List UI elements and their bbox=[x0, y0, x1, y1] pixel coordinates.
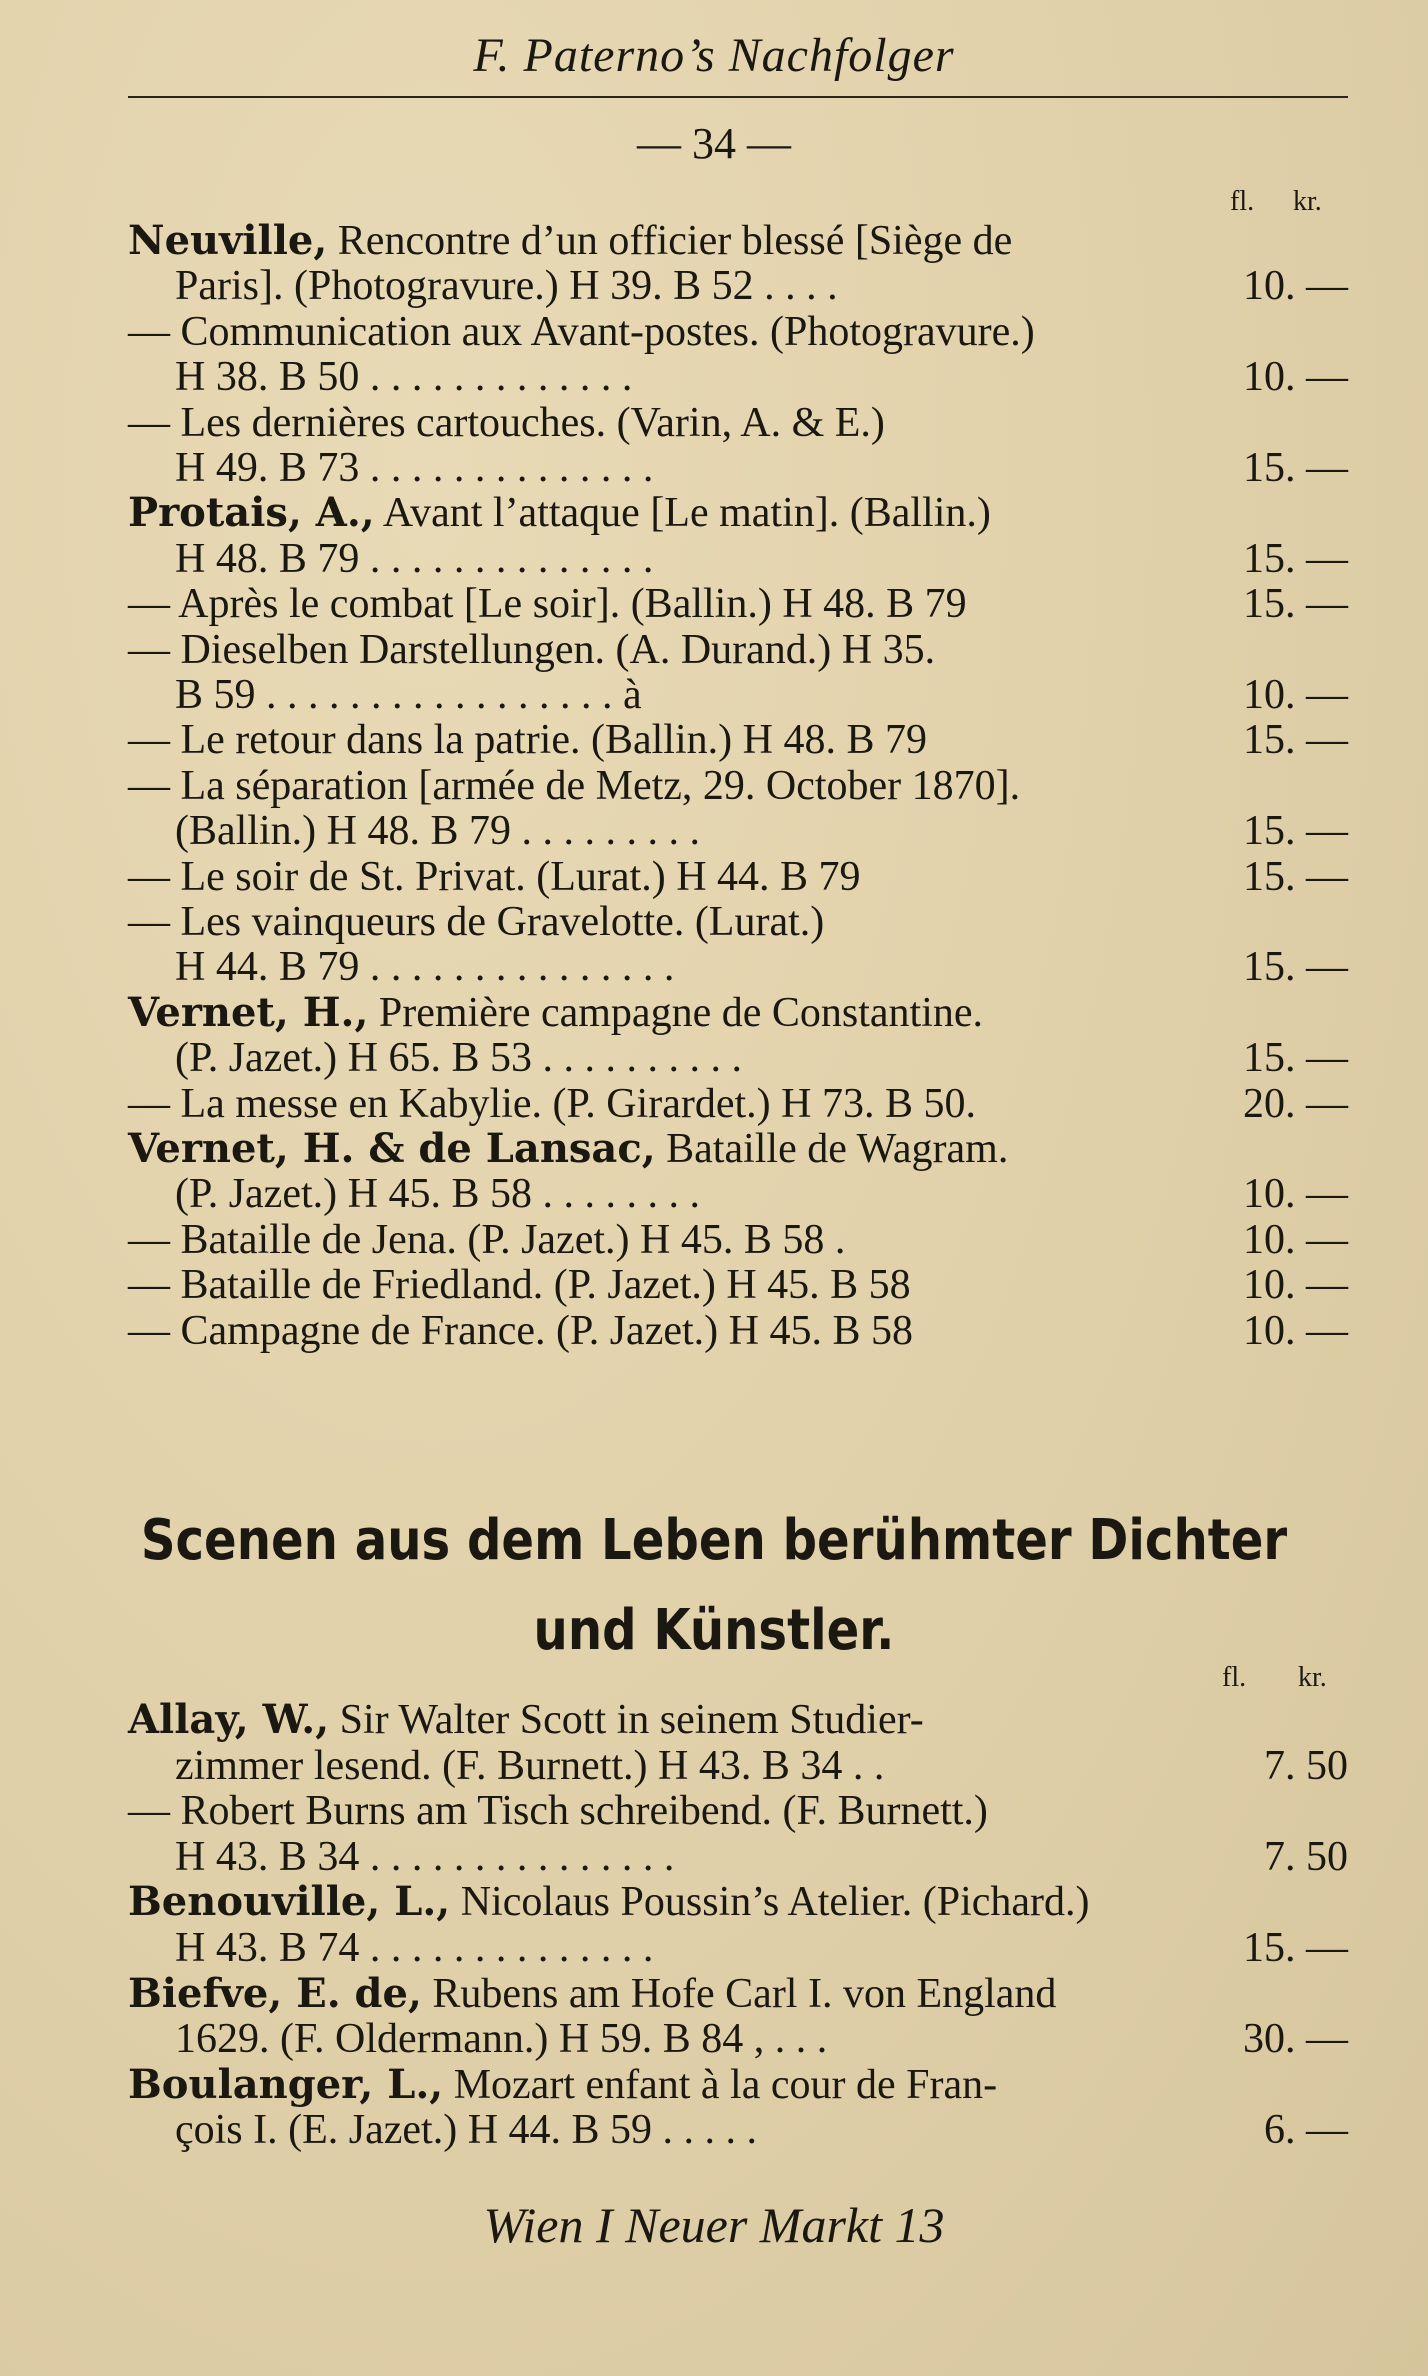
entry-price: 15. — bbox=[1243, 944, 1348, 991]
entry-description: — Le soir de St. Privat. (Lurat.) H 44. B 79 bbox=[128, 853, 861, 900]
artist-name: Neuville, bbox=[128, 217, 328, 264]
entry-description: H 43. B 34 . . . . . . . . . . . . . . . bbox=[175, 1833, 675, 1880]
entry-price: 15. — bbox=[1243, 445, 1348, 491]
entry-description: — Campagne de France. (P. Jazet.) H 45. B 58 bbox=[128, 1307, 913, 1354]
catalog-line bbox=[128, 308, 1348, 356]
catalog-line bbox=[128, 1970, 1348, 2018]
entry-text bbox=[128, 489, 991, 537]
entry-price: 10. — bbox=[1243, 1216, 1348, 1263]
catalog-line bbox=[128, 489, 1348, 537]
entry-text bbox=[175, 671, 642, 719]
catalog-line bbox=[128, 1924, 1348, 1972]
entry-description: (P. Jazet.) H 45. B 58 . . . . . . . . bbox=[175, 1171, 700, 1218]
entry-description: — La séparation [armée de Metz, 29. October 1870]. bbox=[128, 762, 1021, 809]
page-header: F. Paterno’s Nachfolger bbox=[473, 29, 955, 82]
catalog-line bbox=[128, 1125, 1348, 1173]
entry-text bbox=[175, 535, 653, 583]
entry-description: (Ballin.) H 48. B 79 . . . . . . . . . bbox=[175, 808, 700, 855]
catalog-line bbox=[128, 1216, 1348, 1264]
entry-text bbox=[128, 626, 935, 674]
catalog-line bbox=[128, 1170, 1348, 1218]
catalog-line bbox=[128, 1307, 1348, 1355]
entry-description: Mozart enfant à la cour de Fran- bbox=[443, 2061, 998, 2108]
entry-description: H 43. B 74 . . . . . . . . . . . . . . bbox=[175, 1925, 654, 1971]
catalog-line bbox=[128, 1878, 1348, 1926]
entry-price: 20. — bbox=[1243, 1080, 1348, 1127]
catalog-line bbox=[128, 444, 1348, 492]
entry-price: 15. — bbox=[1243, 535, 1348, 582]
entry-description: çois I. (E. Jazet.) H 44. B 59 . . . . . bbox=[175, 2107, 758, 2154]
entry-text bbox=[128, 308, 1035, 356]
catalog-line bbox=[128, 626, 1348, 674]
entry-price: 15. — bbox=[1243, 853, 1348, 900]
entry-price: 10. — bbox=[1243, 1307, 1348, 1354]
entry-text bbox=[175, 1833, 674, 1881]
entry-price: 15. — bbox=[1243, 1035, 1348, 1082]
entry-text bbox=[128, 1125, 1008, 1173]
catalog-line bbox=[128, 2015, 1348, 2063]
entry-text bbox=[128, 762, 1020, 810]
entry-text bbox=[128, 898, 824, 946]
entry-text bbox=[175, 2015, 827, 2063]
entry-text bbox=[128, 580, 967, 628]
entry-text bbox=[175, 943, 674, 991]
catalog-line bbox=[128, 762, 1348, 810]
catalog-line bbox=[128, 943, 1348, 991]
artist-name: Vernet, H. & de Lansac, bbox=[128, 1125, 656, 1172]
catalog-line bbox=[128, 2106, 1348, 2154]
entry-text bbox=[128, 1787, 988, 1835]
entry-description: — La messe en Kabylie. (P. Girardet.) H 73. B 50. bbox=[128, 1080, 976, 1127]
entry-price: 30. — bbox=[1243, 2016, 1348, 2063]
entry-text bbox=[175, 1034, 742, 1082]
entry-price: 10. — bbox=[1243, 1262, 1348, 1309]
entry-text bbox=[175, 1170, 700, 1218]
artist-name: Benouville, L., bbox=[128, 1878, 451, 1926]
entry-description: Nicolaus Poussin’s Atelier. (Pichard.) bbox=[450, 1879, 1090, 1926]
entry-price: 15. — bbox=[1243, 717, 1348, 764]
column-header-fl-2: fl. bbox=[1222, 1662, 1247, 1693]
header-rule bbox=[128, 96, 1348, 98]
entry-description: — Dieselben Darstellungen. (A. Durand.) H 35. bbox=[128, 626, 936, 673]
entry-text bbox=[175, 353, 632, 401]
entry-text bbox=[175, 444, 653, 492]
entry-price: 10. — bbox=[1243, 672, 1348, 718]
entry-price: 15. — bbox=[1243, 581, 1348, 628]
entry-description: 1629. (F. Oldermann.) H 59. B 84 , . . . bbox=[175, 2016, 828, 2063]
entry-text bbox=[128, 716, 927, 764]
catalog-line bbox=[128, 807, 1348, 855]
entry-description: — Bataille de Jena. (P. Jazet.) H 45. B 58 . bbox=[128, 1216, 846, 1263]
artist-name: Biefve, E. de, bbox=[128, 1969, 422, 2017]
entry-price: 10. — bbox=[1243, 354, 1348, 401]
entry-text bbox=[128, 853, 861, 901]
entry-text bbox=[175, 2106, 757, 2154]
entry-description: Rencontre d’un officier blessé [Siège de bbox=[327, 218, 1013, 264]
catalog-line bbox=[128, 353, 1348, 401]
entry-description: Sir Walter Scott in seinem Studier- bbox=[329, 1697, 924, 1743]
entry-description: (P. Jazet.) H 65. B 53 . . . . . . . . . . bbox=[175, 1035, 742, 1082]
entry-description: H 38. B 50 . . . . . . . . . . . . . bbox=[175, 354, 633, 401]
catalog-line bbox=[128, 399, 1348, 447]
catalog-line bbox=[128, 580, 1348, 628]
catalog-line bbox=[128, 716, 1348, 764]
entry-text bbox=[128, 2061, 997, 2109]
entry-text bbox=[128, 1216, 845, 1264]
entry-description: Première campagne de Constantine. bbox=[368, 989, 984, 1036]
column-header-kr-2: kr. bbox=[1298, 1662, 1327, 1693]
entry-description: B 59 . . . . . . . . . . . . . . . . . à bbox=[175, 672, 642, 718]
column-header-fl: fl. bbox=[1230, 186, 1255, 217]
entry-text bbox=[175, 1924, 653, 1972]
entry-price: 10. — bbox=[1243, 263, 1348, 310]
entry-price: 10. — bbox=[1243, 1171, 1348, 1218]
entry-text bbox=[128, 1878, 1090, 1926]
page-number: — 34 — bbox=[637, 119, 791, 168]
entry-text bbox=[128, 1080, 976, 1128]
entry-description: Rubens am Hofe Carl I. von England bbox=[421, 1970, 1057, 2017]
catalog-line bbox=[128, 1261, 1348, 1309]
entry-description: — Le retour dans la patrie. (Ballin.) H 48. B 79 bbox=[128, 717, 927, 764]
entry-text bbox=[128, 1970, 1056, 2018]
entry-text bbox=[175, 1742, 884, 1790]
entry-text bbox=[128, 1261, 911, 1309]
catalog-line bbox=[128, 898, 1348, 946]
catalog-line bbox=[128, 2061, 1348, 2109]
entry-description: — Les vainqueurs de Gravelotte. (Lurat.) bbox=[128, 899, 825, 945]
artist-name: Allay, W., bbox=[128, 1696, 330, 1743]
entry-text bbox=[175, 262, 838, 310]
entry-price: 15. — bbox=[1243, 1925, 1348, 1971]
entry-text bbox=[175, 807, 700, 855]
entry-description: Bataille de Wagram. bbox=[655, 1126, 1009, 1172]
catalog-line bbox=[128, 1696, 1348, 1744]
entry-text bbox=[128, 1696, 924, 1744]
catalog-line bbox=[128, 1833, 1348, 1881]
entry-description: — Après le combat [Le soir]. (Ballin.) H 48. B 79 bbox=[128, 581, 967, 628]
entry-description: zimmer lesend. (F. Burnett.) H 43. B 34 . . bbox=[175, 1742, 885, 1789]
entry-description: — Robert Burns am Tisch schreibend. (F. Burnett.) bbox=[128, 1788, 988, 1835]
catalog-line bbox=[128, 1787, 1348, 1835]
catalog-line bbox=[128, 853, 1348, 901]
section-title-line2: und Künstler. bbox=[533, 1598, 895, 1663]
entry-price: 6. — bbox=[1264, 2107, 1348, 2154]
artist-name: Boulanger, L., bbox=[128, 2060, 444, 2108]
entry-text bbox=[128, 399, 885, 447]
artist-name: Vernet, H., bbox=[128, 988, 369, 1036]
catalog-line bbox=[128, 989, 1348, 1037]
page-footer: Wien I Neuer Markt 13 bbox=[483, 2197, 945, 2253]
entry-description: H 48. B 79 . . . . . . . . . . . . . . bbox=[175, 535, 654, 582]
catalog-line bbox=[128, 1742, 1348, 1790]
entry-text bbox=[128, 217, 1012, 265]
entry-description: — Bataille de Friedland. (P. Jazet.) H 45. B 58 bbox=[128, 1262, 911, 1309]
entry-price: 7. 50 bbox=[1264, 1742, 1348, 1789]
catalog-line bbox=[128, 1034, 1348, 1082]
catalog-line bbox=[128, 671, 1348, 719]
catalog-line bbox=[128, 217, 1348, 265]
catalog-line bbox=[128, 1080, 1348, 1128]
section-title-line1: Scenen aus dem Leben berühmter Dichter bbox=[140, 1508, 1288, 1573]
entry-price: 15. — bbox=[1243, 808, 1348, 855]
entry-description: H 44. B 79 . . . . . . . . . . . . . . . bbox=[175, 944, 675, 991]
catalog-line bbox=[128, 262, 1348, 310]
entry-description: H 49. B 73 . . . . . . . . . . . . . . bbox=[175, 445, 654, 491]
entry-text bbox=[128, 989, 983, 1037]
entry-description: Avant l’attaque [Le matin]. (Ballin.) bbox=[374, 490, 991, 537]
column-header-kr: kr. bbox=[1293, 186, 1322, 217]
entry-description: Paris]. (Photogravure.) H 39. B 52 . . . . bbox=[175, 263, 838, 310]
entry-description: — Les dernières cartouches. (Varin, A. & E.) bbox=[128, 399, 885, 446]
catalog-line bbox=[128, 535, 1348, 583]
entry-price: 7. 50 bbox=[1264, 1833, 1348, 1880]
artist-name: Protais, A., bbox=[128, 489, 375, 537]
entry-description: — Communication aux Avant-postes. (Photogravure.) bbox=[128, 308, 1035, 355]
entry-text bbox=[128, 1307, 913, 1355]
